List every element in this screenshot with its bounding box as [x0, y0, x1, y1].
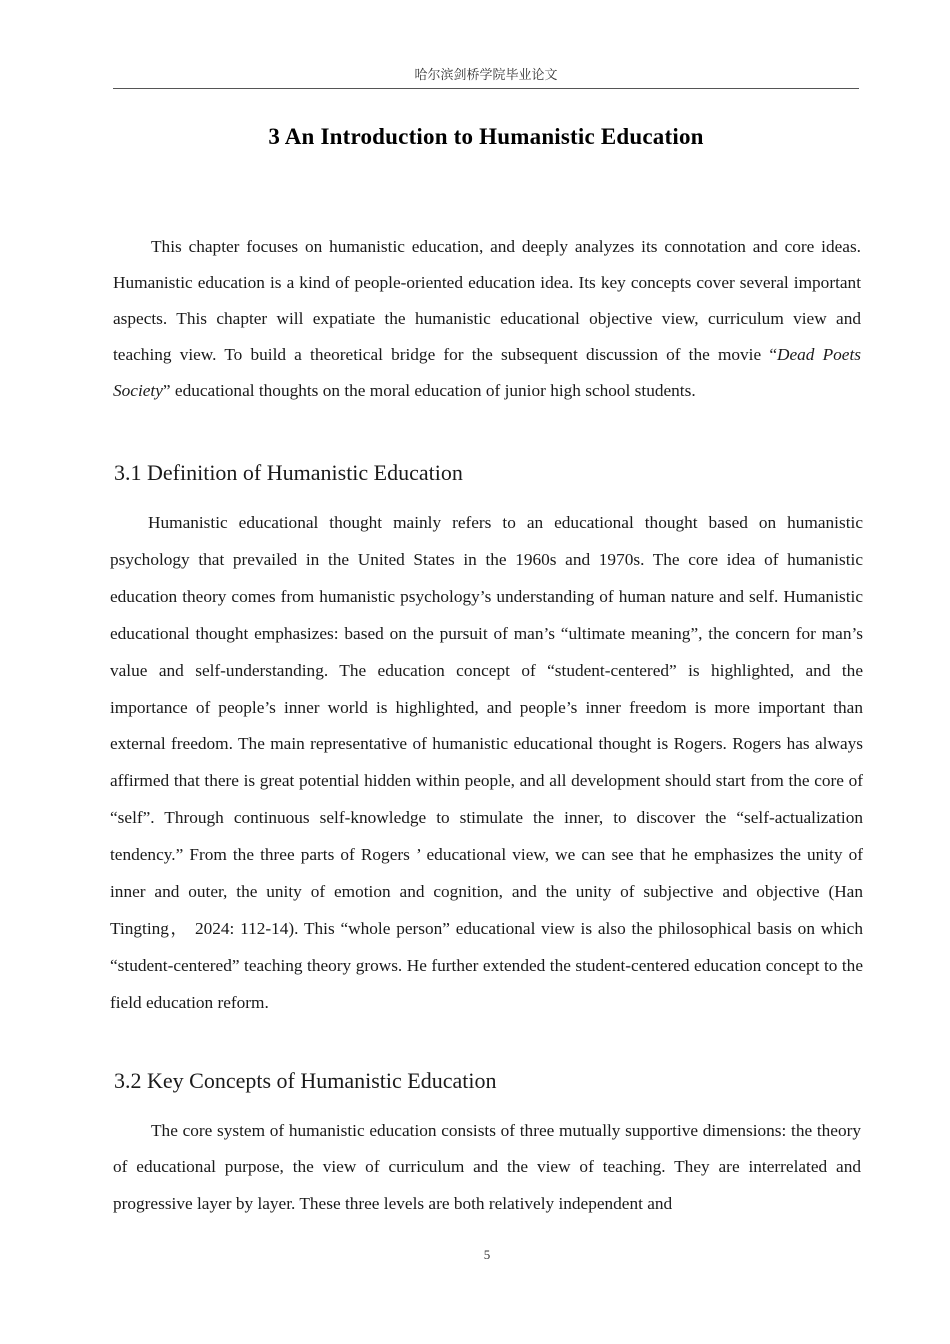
page-number: 5 — [483, 1247, 491, 1262]
intro-text-part2: ” educational thoughts on the moral education of junior high school students. — [162, 381, 696, 400]
section-heading-definition: 3.1 Definition of Humanistic Education — [114, 460, 463, 485]
definition-paragraph: Humanistic educational thought mainly refers to an educational thought based on humanistic psychology that prevailed in the United States in the 1960s and 1970s. The core idea of humanistic education theory comes from humanistic psychology’s understanding of human nature and self. Humanistic educational thought emphasizes: based on the pursuit of man’s “ultimate meaning”, the concern for man’s value and self-understanding. The education concept of “student-centered” is highlighted, and the importance of people’s inner world is highlighted, and people’s inner freedom is more important than external freedom. The main representative of humanistic educational thought is Rogers. Rogers has always affirmed that there is great potential hidden within people, and all development should start from the core of “self”. Through continuous self-knowledge to stimulate the inner, to discover the “self-actualization tendency.” From the three parts of Rogers ’ educational view, we can see that he emphasizes the unity of inner and outer, the unity of emotion and cognition, and the unity of subjective and objective (Han Tingting， 2024: 112-14). This “whole person” educational view is also the philosophical basis on which “student-centered” teaching theory grows. He further extended the student-centered education concept to the field education reform. — [110, 513, 863, 1012]
intro-text-part1: This chapter focuses on humanistic education, and deeply analyzes its connotation and core ideas. Humanistic education is a kind of people-oriented education idea. Its key concepts cover several important aspects. This chapter will expatiate the humanistic educational objective view, curriculum view and teaching view. To build a theoretical bridge for the subsequent discussion of the movie “ — [113, 237, 861, 364]
movie-title: Dead Poets Society — [113, 345, 861, 400]
section-heading-key-concepts: 3.2 Key Concepts of Humanistic Education — [114, 1068, 497, 1093]
intro-paragraph — [113, 229, 861, 409]
header-divider — [113, 88, 859, 89]
running-header: 哈尔滨剑桥学院毕业论文 — [414, 68, 558, 83]
key-concepts-paragraph: The core system of humanistic education consists of three mutually supportive dimensions: the theory of educational purpose, the view of curriculum and the view of teaching. They are interrelated and progressive layer by layer. These three levels are both relatively independent and — [113, 1121, 861, 1213]
chapter-title: 3 An Introduction to Humanistic Education — [268, 124, 704, 149]
